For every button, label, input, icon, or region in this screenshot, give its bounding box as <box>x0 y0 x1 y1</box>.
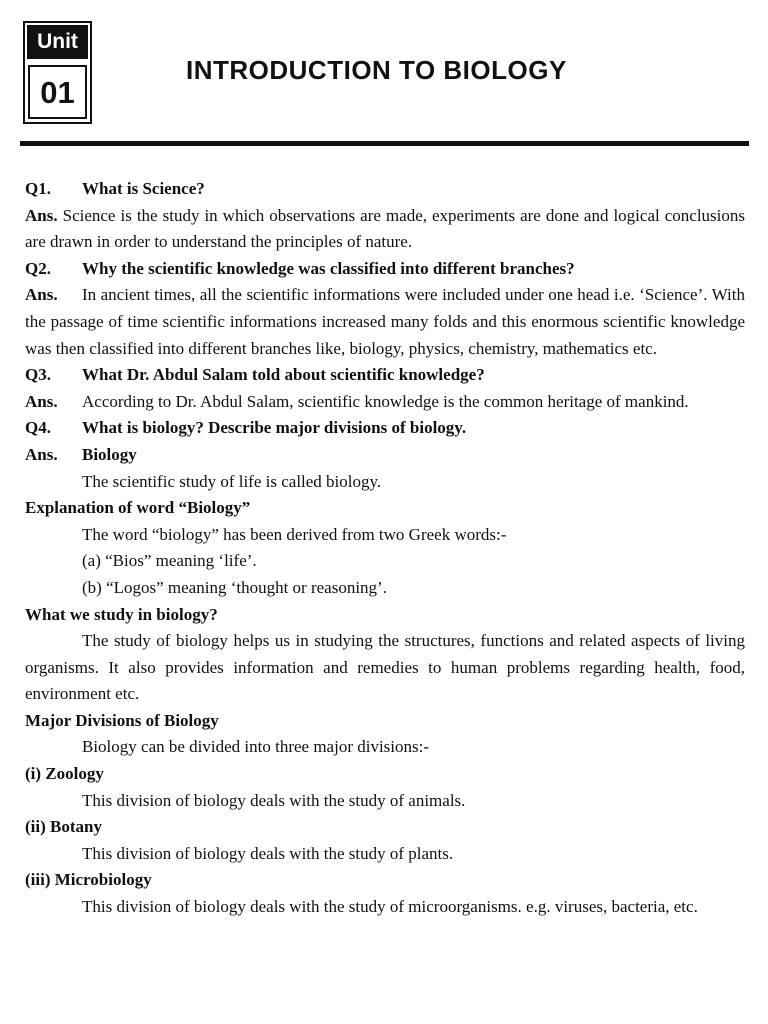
botany-text: This division of biology deals with the study of plants. <box>82 843 454 863</box>
zoology-heading: (i) Zoology <box>25 764 104 784</box>
study-heading: What we study in biology? <box>25 604 218 624</box>
biology-heading: Biology <box>82 444 137 464</box>
explanation-item-b: (b) “Logos” meaning ‘thought or reasoning’. <box>82 577 387 597</box>
answer-3 <box>25 389 745 416</box>
answer-label: Ans. <box>25 391 58 411</box>
question-text: What Dr. Abdul Salam told about scientific knowledge? <box>82 365 485 385</box>
divisions-text: Biology can be divided into three major divisions:- <box>82 737 430 757</box>
question-number: Q2. <box>25 258 51 278</box>
microbiology-text: This division of biology deals with the study of microorganisms. e.g. viruses, bacteria, etc. <box>82 897 698 917</box>
explanation-text: The word “biology” has been derived from two Greek words:- <box>82 524 507 544</box>
question-number: Q4. <box>25 418 51 438</box>
answer-label: Ans. <box>25 444 58 464</box>
question-4 <box>25 415 745 442</box>
zoology-text: This division of biology deals with the study of animals. <box>82 790 466 810</box>
explanation-heading: Explanation of word “Biology” <box>25 498 251 518</box>
biology-definition: The scientific study of life is called biology. <box>82 471 382 491</box>
question-number: Q3. <box>25 365 51 385</box>
answer-1 <box>25 203 745 256</box>
answer-text: According to Dr. Abdul Salam, scientific knowledge is the common heritage of mankind. <box>82 391 689 411</box>
explanation-item-a: (a) “Bios” meaning ‘life’. <box>82 551 257 571</box>
page-title: INTRODUCTION TO BIOLOGY <box>186 55 567 85</box>
question-3 <box>25 362 745 389</box>
answer-2 <box>25 282 745 362</box>
question-text: Why the scientific knowledge was classified into different branches? <box>82 258 575 278</box>
answer-label: Ans. <box>25 285 58 305</box>
microbiology-heading: (iii) Microbiology <box>25 870 152 890</box>
answer-text: In ancient times, all the scientific informations were included under one head i.e. ‘Science’. With the passage of time scientific informations increased many folds and this enormous scientific knowledge was then classified into different branches like, biology, physics, chemistry, mathematics etc. <box>25 285 745 358</box>
unit-number: 01 <box>28 65 87 119</box>
study-text: The study of biology helps us in studying the structures, functions and related aspects of living organisms. It also provides information and remedies to human problems regarding health, food, environment etc. <box>25 631 745 704</box>
divisions-heading: Major Divisions of Biology <box>25 710 219 730</box>
question-number: Q1. <box>25 179 51 198</box>
answer-4-heading <box>25 442 745 469</box>
question-text: What is biology? Describe major divisions of biology. <box>82 418 467 438</box>
page-content <box>25 176 745 921</box>
header-divider <box>20 141 749 146</box>
answer-label: Ans. <box>25 205 58 225</box>
question-text: What is Science? <box>82 179 205 198</box>
unit-badge <box>23 21 92 124</box>
answer-text: Science is the study in which observations are made, experiments are done and logical conclusions are drawn in order to understand the principles of nature. <box>25 205 745 252</box>
unit-label: Unit <box>27 25 88 59</box>
botany-heading: (ii) Botany <box>25 817 102 837</box>
question-1 <box>25 176 745 203</box>
question-2 <box>25 256 745 283</box>
